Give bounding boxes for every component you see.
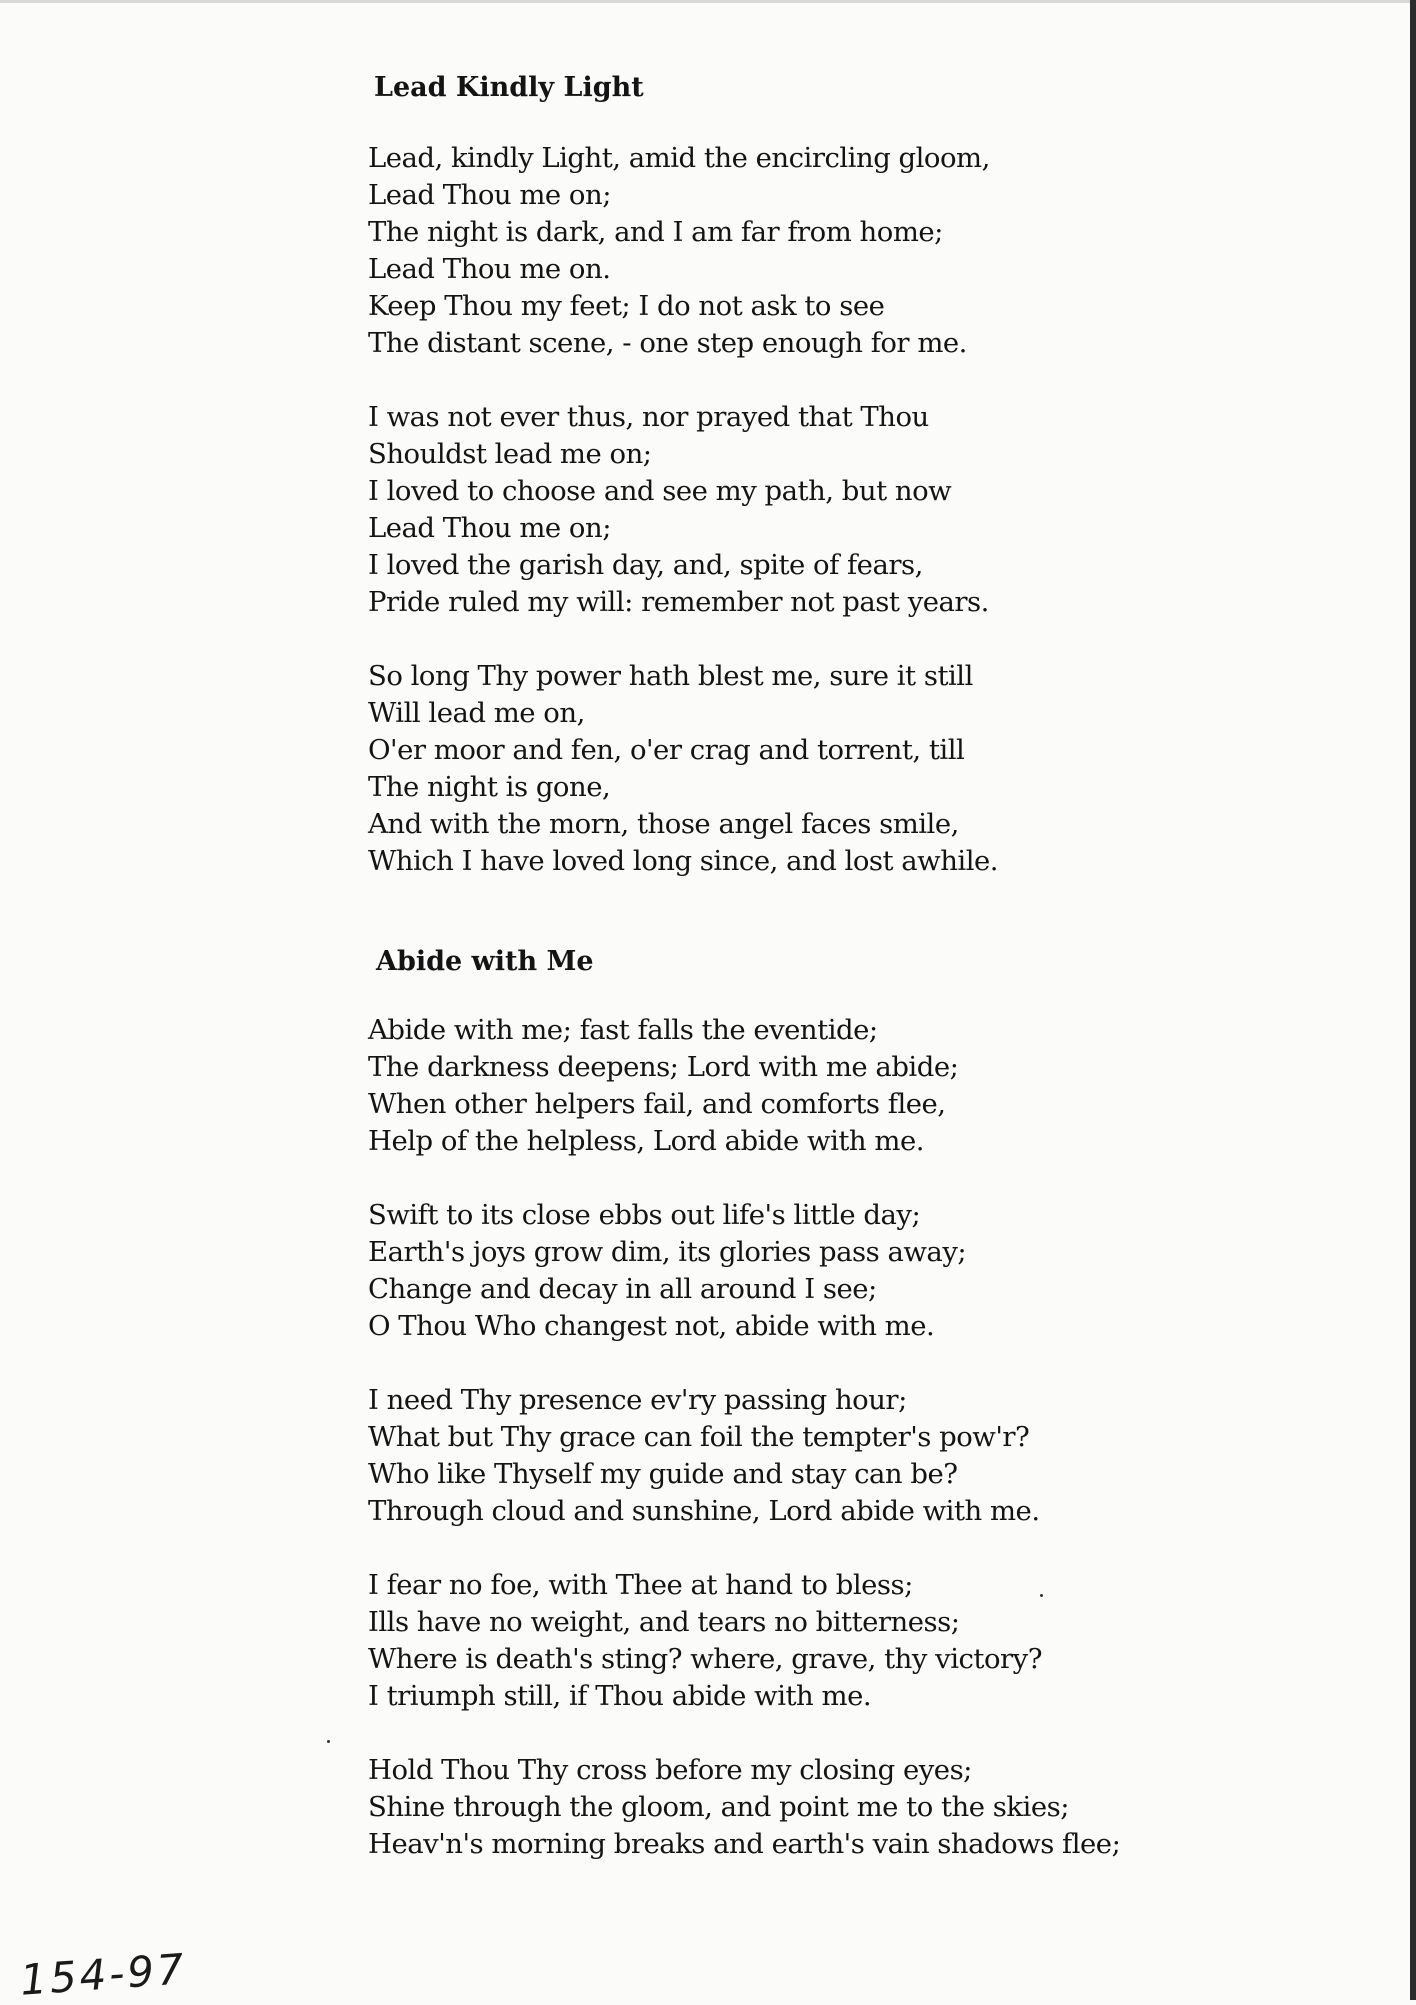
stanza — [368, 658, 1368, 880]
hymn-lead-kindly-light — [368, 68, 1368, 880]
verse-line: Ills have no weight, and tears no bitterness; — [368, 1606, 960, 1638]
verse-line: I was not ever thus, nor prayed that Thou — [368, 401, 929, 433]
hymn-stanzas — [368, 140, 1368, 880]
verse-line: Lead Thou me on; — [368, 179, 611, 211]
page-right-edge — [1410, 0, 1416, 2000]
verse-line: Swift to its close ebbs out life's little day; — [368, 1199, 921, 1231]
verse-line: I loved the garish day, and, spite of fears, — [368, 549, 923, 581]
verse-line: Where is death's sting? where, grave, thy victory? — [368, 1643, 1042, 1675]
document-sheet — [368, 68, 1368, 1900]
verse-line: Pride ruled my will: remember not past years. — [368, 586, 989, 618]
verse-line: Lead Thou me on; — [368, 512, 611, 544]
verse-line: The darkness deepens; Lord with me abide; — [368, 1051, 959, 1083]
page-top-edge — [0, 0, 1416, 3]
verse-line: O'er moor and fen, o'er crag and torrent, till — [368, 734, 965, 766]
verse-line: I loved to choose and see my path, but now — [368, 475, 952, 507]
stanza — [368, 1197, 1368, 1345]
verse-line: I need Thy presence ev'ry passing hour; — [368, 1384, 907, 1416]
stanza — [368, 140, 1368, 362]
verse-line: Shouldst lead me on; — [368, 438, 652, 470]
verse-line: When other helpers fail, and comforts flee, — [368, 1088, 946, 1120]
verse-line: Help of the helpless, Lord abide with me. — [368, 1125, 924, 1157]
stanza — [368, 1382, 1368, 1530]
verse-line: O Thou Who changest not, abide with me. — [368, 1310, 935, 1342]
verse-line: Hold Thou Thy cross before my closing eyes; — [368, 1754, 972, 1786]
verse-line: Change and decay in all around I see; — [368, 1273, 877, 1305]
verse-line: Earth's joys grow dim, its glories pass away; — [368, 1236, 967, 1268]
stanza — [368, 399, 1368, 621]
stanza — [368, 1567, 1368, 1715]
hymn-title: Abide with Me — [376, 946, 594, 977]
verse-line: The night is dark, and I am far from home; — [368, 216, 943, 248]
verse-line: The night is gone, — [368, 771, 611, 803]
verse-line: Who like Thyself my guide and stay can be? — [368, 1458, 958, 1490]
hymn-title: Lead Kindly Light — [374, 72, 644, 103]
hymn-stanzas — [368, 1012, 1368, 1863]
verse-line: So long Thy power hath blest me, sure it still — [368, 660, 973, 692]
handwritten-note: 154-97 — [18, 1944, 189, 2005]
verse-line: Will lead me on, — [368, 697, 585, 729]
verse-line: The distant scene, - one step enough for me. — [368, 327, 967, 359]
verse-line: Which I have loved long since, and lost awhile. — [368, 845, 999, 877]
verse-line: Abide with me; fast falls the eventide; — [368, 1014, 878, 1046]
verse-line: Shine through the gloom, and point me to the skies; — [368, 1791, 1070, 1823]
verse-line: Through cloud and sunshine, Lord abide with me. — [368, 1495, 1040, 1527]
verse-line: I triumph still, if Thou abide with me. — [368, 1680, 872, 1712]
stanza — [368, 1752, 1368, 1863]
hymn-abide-with-me — [368, 942, 1368, 1863]
verse-line: Lead Thou me on. — [368, 253, 611, 285]
paper-speck — [1040, 1594, 1043, 1597]
verse-line: And with the morn, those angel faces smile, — [368, 808, 959, 840]
verse-line: I fear no foe, with Thee at hand to bless; — [368, 1569, 913, 1601]
verse-line: What but Thy grace can foil the tempter's pow'r? — [368, 1421, 1030, 1453]
verse-line: Keep Thou my feet; I do not ask to see — [368, 290, 885, 322]
verse-line: Lead, kindly Light, amid the encircling gloom, — [368, 142, 990, 174]
verse-line: Heav'n's morning breaks and earth's vain shadows flee; — [368, 1828, 1121, 1860]
paper-speck — [327, 1740, 330, 1743]
stanza — [368, 1012, 1368, 1160]
